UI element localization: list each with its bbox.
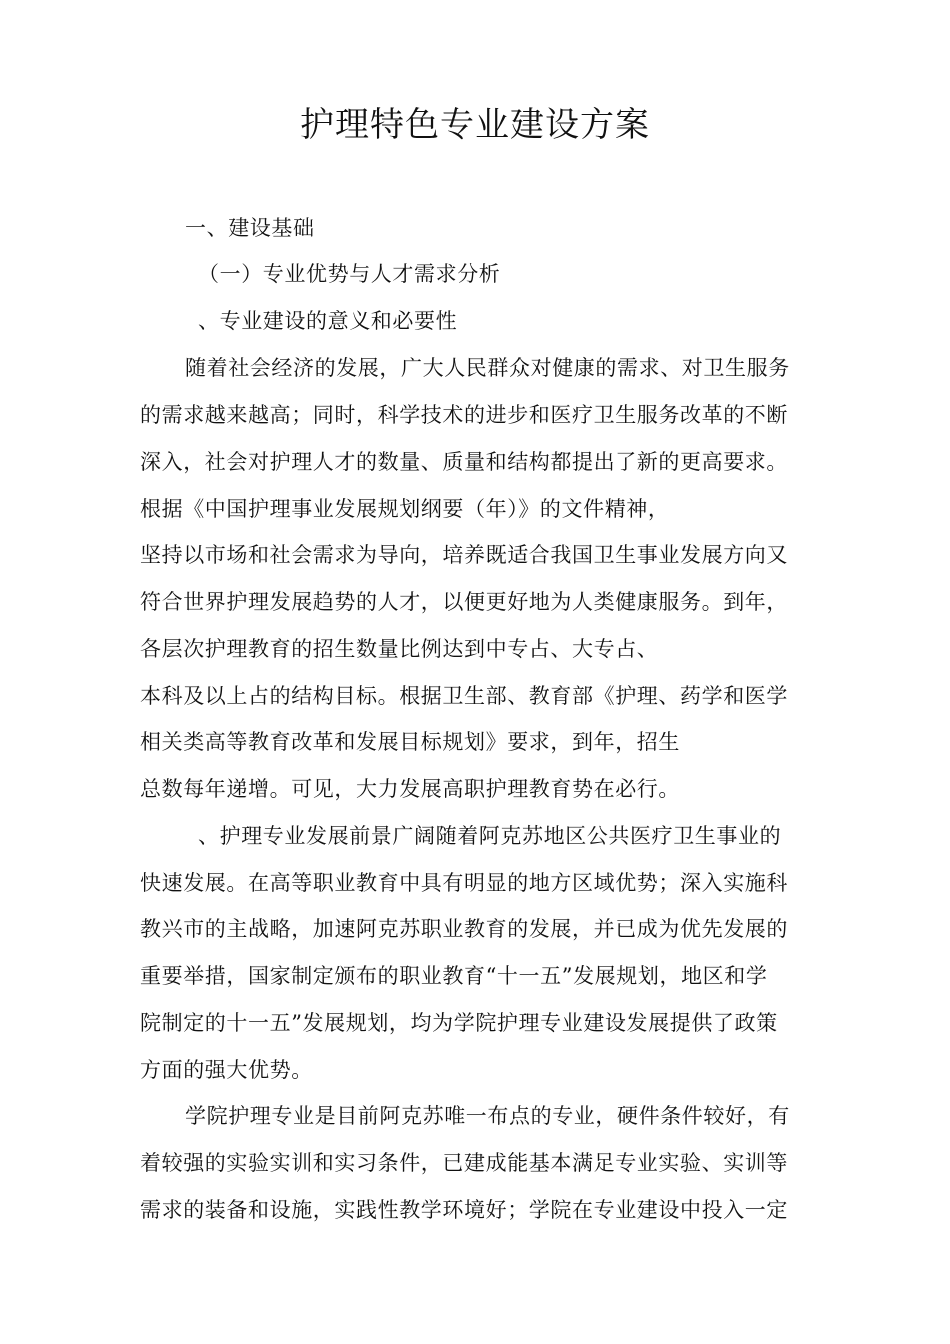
paragraph-line: 快速发展。在高等职业教育中具有明显的地方区域优势；深入实施科 <box>140 871 788 895</box>
paragraph-line: 需求的装备和设施，实践性教学环境好；学院在专业建设中投入一定 <box>140 1198 788 1222</box>
heading-level-1: 一、建设基础 <box>185 216 315 240</box>
paragraph-line: 学院护理专业是目前阿克苏唯一布点的专业，硬件条件较好，有 <box>185 1104 790 1128</box>
paragraph-line: 根据《中国护理事业发展规划纲要（年）》的文件精神， <box>140 497 670 521</box>
paragraph-line: 、护理专业发展前景广阔随着阿克苏地区公共医疗卫生事业的 <box>198 824 782 848</box>
paragraph-line: 坚持以市场和社会需求为导向，培养既适合我国卫生事业发展方向又 <box>140 543 788 567</box>
paragraph-line: 院制定的十一五”发展规划，均为学院护理专业建设发展提供了政策 <box>140 1011 778 1035</box>
paragraph-line: 本科及以上占的结构目标。根据卫生部、教育部《护理、药学和医学 <box>140 684 788 708</box>
paragraph-line: 着较强的实验实训和实习条件，已建成能基本满足专业实验、实训等 <box>140 1151 788 1175</box>
paragraph-line: 各层次护理教育的招生数量比例达到中专占、大专占、 <box>140 637 659 661</box>
paragraph-line: 随着社会经济的发展，广大人民群众对健康的需求、对卫生服务 <box>185 356 790 380</box>
heading-level-2: （一）专业优势与人才需求分析 <box>198 262 501 286</box>
paragraph-line: 符合世界护理发展趋势的人才，以便更好地为人类健康服务。到年， <box>140 590 788 614</box>
paragraph-line: 的需求越来越高；同时，科学技术的进步和医疗卫生服务改革的不断 <box>140 403 788 427</box>
paragraph-line: 深入，社会对护理人才的数量、质量和结构都提出了新的更高要求。 <box>140 450 788 474</box>
paragraph-line: 方面的强大优势。 <box>140 1058 313 1082</box>
paragraph-line: 相关类高等教育改革和发展目标规划》要求，到年，招生 <box>140 730 680 754</box>
paragraph-line: 教兴市的主战略，加速阿克苏职业教育的发展，并已成为优先发展的 <box>140 917 788 941</box>
document-title: 护理特色专业建设方案 <box>300 105 650 145</box>
heading-level-3: 、专业建设的意义和必要性 <box>198 309 458 333</box>
paragraph-line: 总数每年递增。可见，大力发展高职护理教育势在必行。 <box>140 777 680 801</box>
paragraph-line: 重要举措，国家制定颁布的职业教育“十一五”发展规划，地区和学 <box>140 964 768 988</box>
